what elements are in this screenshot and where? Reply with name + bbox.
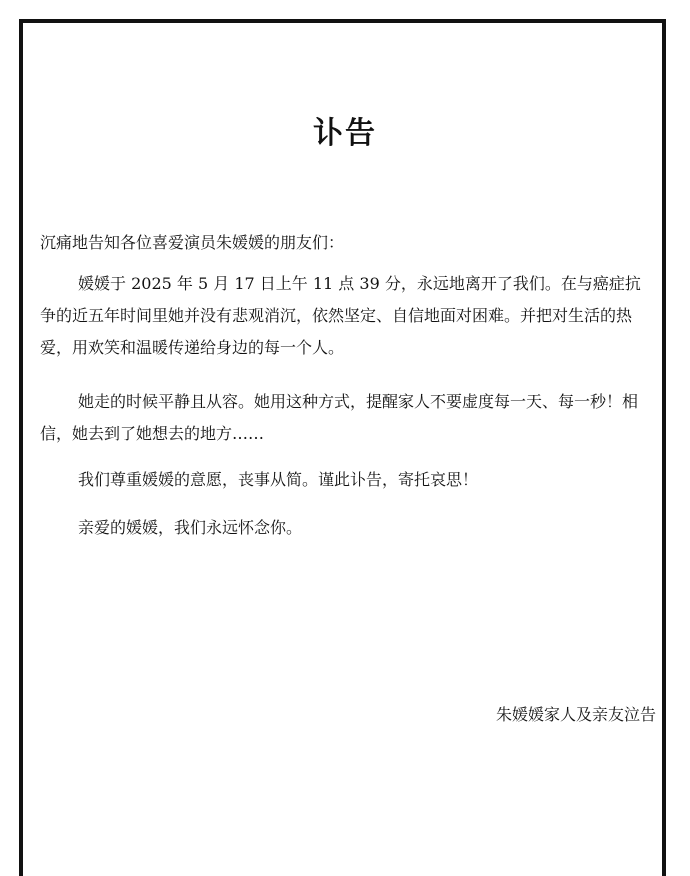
notice-title: 讣告	[313, 116, 377, 151]
paragraph-passing-announcement: 媛媛于 2025 年 5 月 17 日上午 11 点 39 分，永远地离开了我们。在与癌症抗争的近五年时间里她并没有悲观消沉，依然坚定、自信地面对困难。并把对生活的热爱，用欢笑和温暖传递给身边的每一个人。	[40, 274, 641, 357]
paragraph-calm-departure: 她走的时候平静且从容。她用这种方式，提醒家人不要虚度每一天、每一秒！相信，她去到了她想去的地方……	[40, 392, 639, 443]
paragraph-simple-funeral: 我们尊重媛媛的意愿，丧事从简。谨此讣告，寄托哀思！	[78, 470, 479, 489]
paragraph-remembrance: 亲爱的媛媛，我们永远怀念你。	[78, 518, 303, 537]
salutation-line: 沉痛地告知各位喜爱演员朱媛媛的朋友们：	[40, 233, 345, 252]
notice-signature: 朱媛媛家人及亲友泣告	[495, 705, 656, 724]
